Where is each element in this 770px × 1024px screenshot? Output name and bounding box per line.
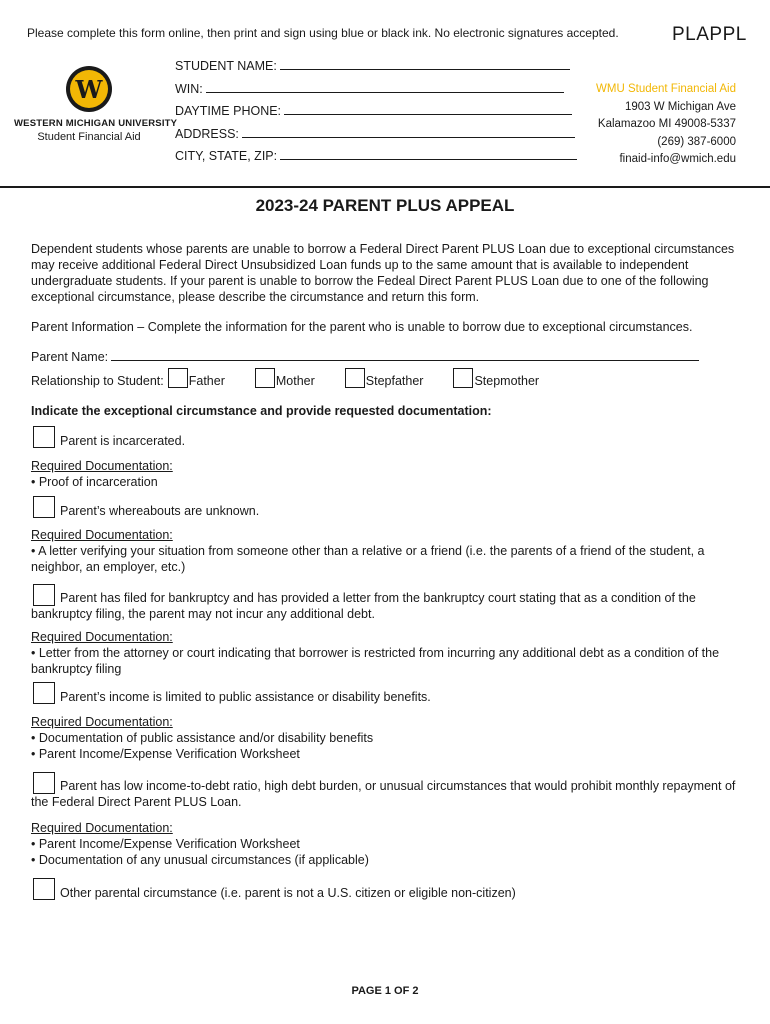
- city-state-zip-label: CITY, STATE, ZIP:: [175, 149, 278, 163]
- relationship-row: [31, 364, 565, 388]
- win-label: WIN:: [175, 82, 203, 96]
- logo-letter: W: [70, 70, 108, 108]
- required-doc-title: Required Documentation:: [31, 528, 173, 542]
- page-number: PAGE 1 OF 2: [351, 985, 419, 997]
- required-doc-item: • Documentation of any unusual circumstances (if applicable): [31, 853, 369, 867]
- circumstance-bankruptcy[interactable]: [31, 584, 737, 622]
- daytime-phone-label: DAYTIME PHONE:: [175, 104, 282, 118]
- relationship-option-father[interactable]: [168, 368, 251, 388]
- incarcerated-checkbox[interactable]: [33, 426, 55, 448]
- header-divider: [0, 186, 770, 188]
- whereabouts-checkbox[interactable]: [33, 496, 55, 518]
- intro-paragraph: Dependent students whose parents are unable to borrow a Federal Direct Parent PLUS Loan due to exceptional circumstances may receive additional Federal Direct Unsubsidized Loan funds up to the same amount that is available to independent undergraduate students. If your parent is unable to borrow the Fedeal Direct Parent PLUS Loan due to one of the following exceptional circumstance, please describe the circumstance and return this form.: [31, 242, 735, 304]
- office-city: Kalamazoo MI 49008-5337: [597, 118, 736, 130]
- circumstance-low-income-ratio[interactable]: [31, 772, 737, 810]
- bankruptcy-requirements: [31, 629, 743, 677]
- bankruptcy-checkbox[interactable]: [33, 584, 55, 606]
- relationship-option-stepmother[interactable]: [453, 368, 565, 388]
- city-state-zip-field[interactable]: [175, 148, 577, 163]
- whereabouts-requirements: [31, 527, 743, 575]
- circumstance-public-assistance[interactable]: [33, 682, 431, 704]
- office-phone: (269) 387-6000: [657, 135, 736, 148]
- circumstance-heading: Indicate the exceptional circumstance and provide requested documentation:: [31, 404, 492, 418]
- address-label: ADDRESS:: [175, 127, 239, 141]
- required-doc-item: • A letter verifying your situation from someone other than a relative or a friend (i.e. the parents of a friend of the student, a neighbor, an employer, etc.): [31, 544, 705, 574]
- logo-department: Student Financial Aid: [37, 131, 141, 143]
- low-income-requirements: [31, 820, 743, 868]
- other-checkbox[interactable]: [33, 878, 55, 900]
- relationship-option-stepfather[interactable]: [345, 368, 450, 388]
- parent-info-instructions: Parent Information – Complete the information for the parent who is unable to borrow due to exceptional circumstances.: [31, 320, 693, 334]
- stepmother-checkbox[interactable]: [453, 368, 473, 388]
- required-doc-title: Required Documentation:: [31, 459, 173, 473]
- office-contact: [596, 81, 736, 169]
- win-line[interactable]: [206, 81, 564, 93]
- whereabouts-label: Parent’s whereabouts are unknown.: [60, 504, 260, 518]
- mother-label: Mother: [275, 374, 315, 388]
- required-doc-item: • Letter from the attorney or court indicating that borrower is restricted from incurring any additional debt as a condition of the bankruptcy filing: [31, 646, 720, 676]
- student-name-line[interactable]: [280, 58, 570, 70]
- required-doc-title: Required Documentation:: [31, 630, 173, 644]
- required-doc-title: Required Documentation:: [31, 821, 173, 835]
- w-logo-icon: [66, 66, 112, 112]
- student-name-label: STUDENT NAME:: [175, 59, 277, 73]
- required-doc-title: Required Documentation:: [31, 715, 173, 729]
- circumstance-whereabouts-unknown[interactable]: [33, 496, 259, 518]
- address-line[interactable]: [242, 126, 575, 138]
- university-logo: [14, 66, 178, 143]
- stepmother-label: Stepmother: [474, 374, 540, 388]
- relationship-option-mother[interactable]: [255, 368, 341, 388]
- daytime-phone-line[interactable]: [284, 103, 572, 115]
- circumstance-incarcerated[interactable]: [33, 426, 185, 448]
- required-doc-item: • Documentation of public assistance and/or disability benefits: [31, 731, 374, 745]
- required-doc-item: • Parent Income/Expense Verification Worksheet: [31, 747, 300, 761]
- circumstance-other[interactable]: [33, 878, 516, 900]
- public-assistance-requirements: [31, 714, 743, 762]
- public-assistance-checkbox[interactable]: [33, 682, 55, 704]
- required-doc-item: • Parent Income/Expense Verification Worksheet: [31, 837, 300, 851]
- parent-name-line[interactable]: [111, 349, 699, 361]
- office-email: finaid-info@wmich.edu: [619, 153, 736, 165]
- relationship-label: Relationship to Student:: [31, 374, 164, 388]
- stepfather-label: Stepfather: [365, 374, 424, 388]
- instructions-notice: Please complete this form online, then print and sign using blue or black ink. No electronic signatures accepted.: [27, 26, 619, 40]
- address-field[interactable]: [175, 126, 575, 141]
- incarcerated-label: Parent is incarcerated.: [60, 434, 186, 448]
- student-name-field[interactable]: [175, 58, 570, 73]
- form-title: 2023-24 PARENT PLUS APPEAL: [255, 196, 515, 215]
- low-income-checkbox[interactable]: [33, 772, 55, 794]
- required-doc-item: • Proof of incarceration: [31, 475, 158, 489]
- stepfather-checkbox[interactable]: [345, 368, 365, 388]
- other-label: Other parental circumstance (i.e. parent is not a U.S. citizen or eligible non-citizen): [60, 886, 516, 900]
- logo-university-name: WESTERN MICHIGAN UNIVERSITY: [14, 118, 178, 129]
- daytime-phone-field[interactable]: [175, 103, 572, 118]
- office-street: 1903 W Michigan Ave: [624, 100, 736, 113]
- win-field[interactable]: [175, 81, 564, 96]
- parent-name-field[interactable]: [31, 349, 699, 364]
- public-assistance-label: Parent’s income is limited to public assistance or disability benefits.: [60, 690, 431, 704]
- city-state-zip-line[interactable]: [280, 148, 577, 160]
- father-label: Father: [188, 374, 225, 388]
- bankruptcy-label: Parent has filed for bankruptcy and has provided a letter from the bankruptcy court stating that as a condition of the bankruptcy filing, the parent may not incur any additional debt.: [31, 591, 696, 621]
- mother-checkbox[interactable]: [255, 368, 275, 388]
- father-checkbox[interactable]: [168, 368, 188, 388]
- parent-name-label: Parent Name:: [31, 350, 109, 364]
- form-code: PLAPPL: [672, 24, 747, 45]
- incarcerated-requirements: [31, 458, 743, 490]
- office-name: WMU Student Financial Aid: [596, 83, 736, 95]
- low-income-label: Parent has low income-to-debt ratio, high debt burden, or unusual circumstances that would prohibit monthly repayment of the Federal Direct Parent PLUS Loan.: [31, 779, 736, 809]
